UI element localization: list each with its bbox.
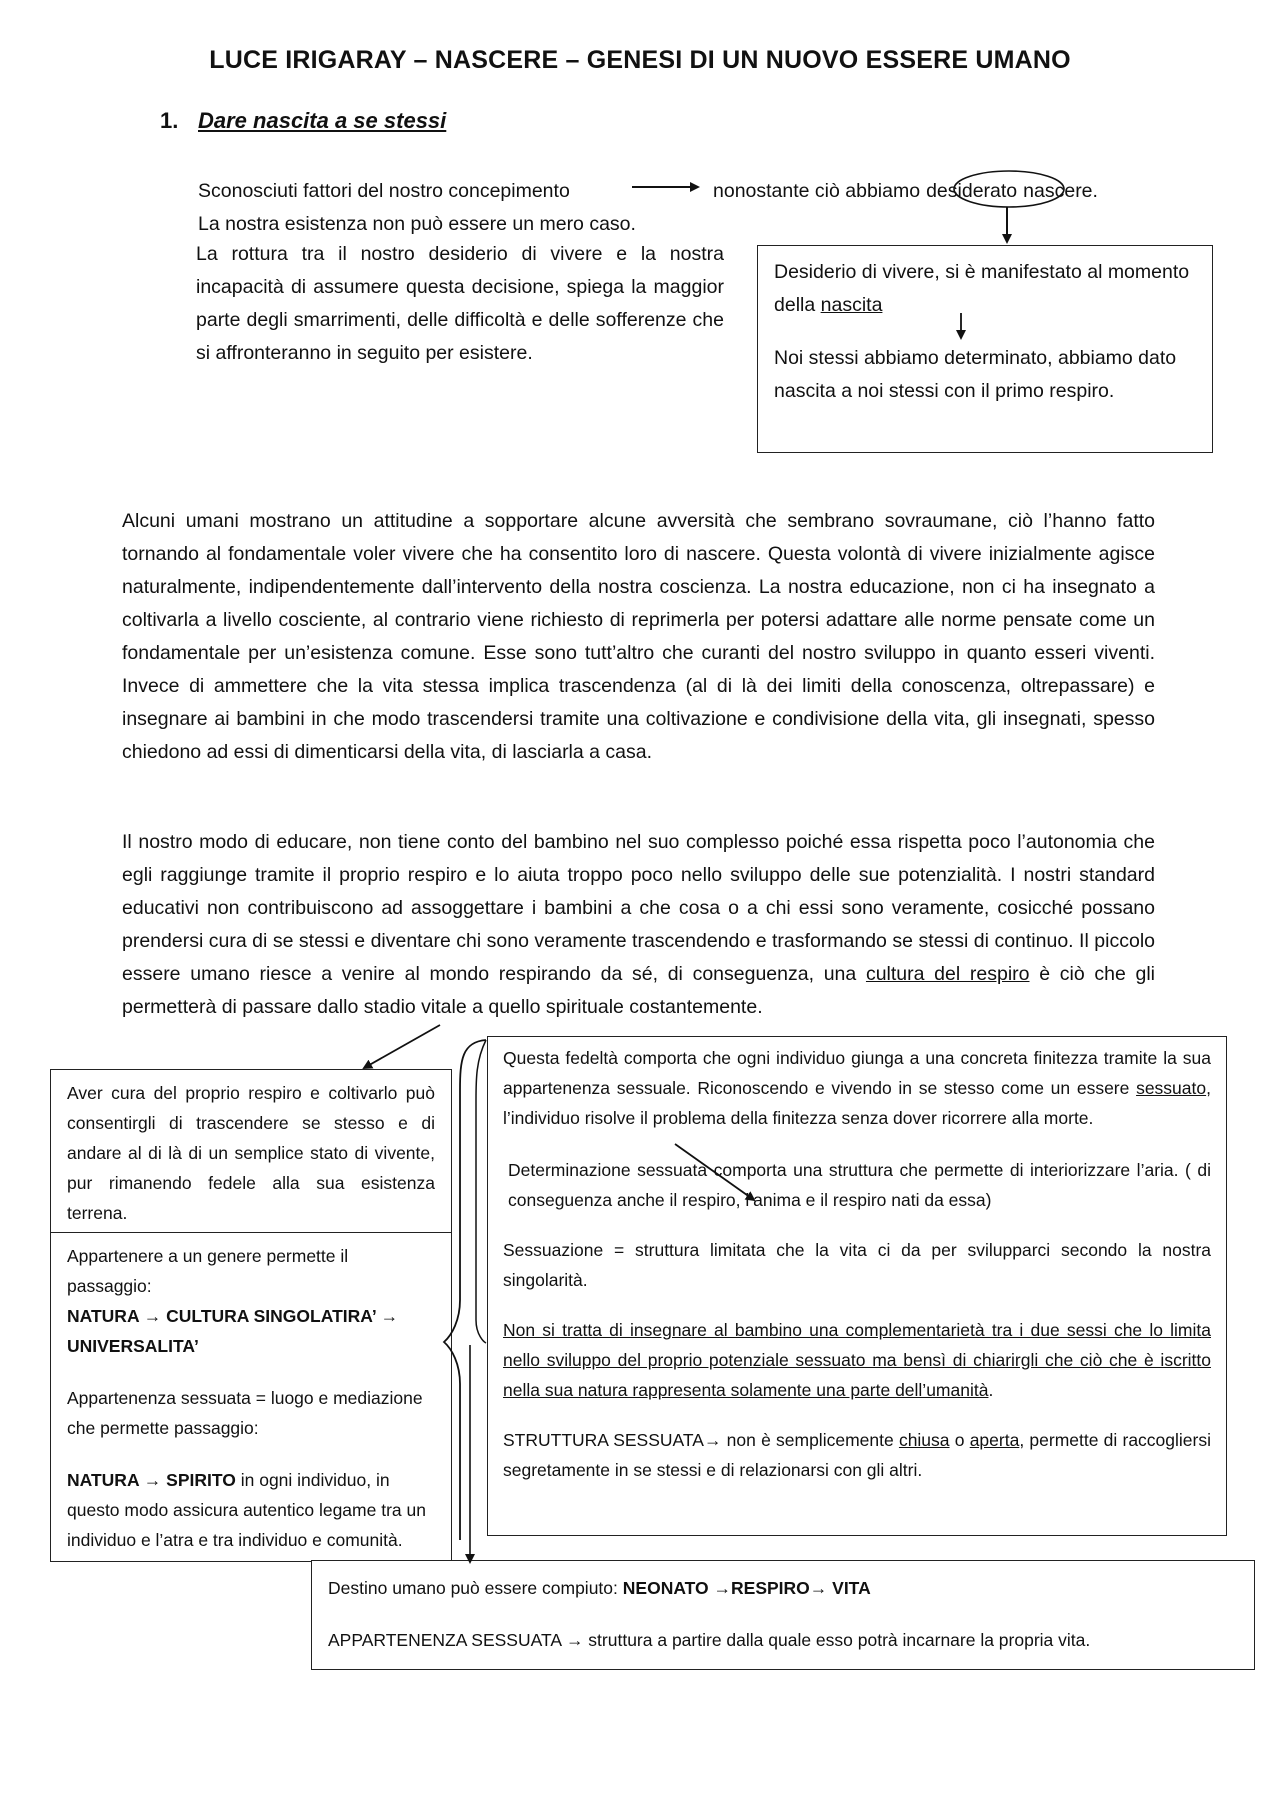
right-box-p4-post: . <box>988 1380 994 1400</box>
desiderato-word: desiderato <box>926 180 1018 202</box>
genre-box-p1-text: Appartenere a un genere permette il passaggio: <box>67 1246 349 1296</box>
bottom-box-line2: APPARTENENZA SESSUATA → struttura a partire dalla quale esso potrà incarnare la propria vita. <box>328 1630 1091 1650</box>
neonato-respiro-vita: NEONATO →RESPIRO→ VITA <box>622 1578 871 1598</box>
cultura-del-respiro: cultura del respiro <box>865 963 1030 985</box>
intro-line2: La nostra esistenza non può essere un mero caso. <box>198 213 636 235</box>
rupture-text: La rottura tra il nostro desiderio di vivere e la nostra incapacità di assumere questa decisione, spiega la maggior parte degli smarrimenti, delle difficoltà e delle sofferenze che si affronteranno in seguito per esistere. <box>196 243 724 364</box>
right-box-p5-pre: STRUTTURA SESSUATA→ non è semplicemente <box>503 1430 894 1450</box>
right-box-p1-pre: Questa fedeltà comporta che ogni individuo giunga a una concreta finitezza tramite la sua appartenenza sessuale. Riconoscendo e vivendo in se stesso come un essere <box>503 1048 1211 1098</box>
desire-box-line1-text: Desiderio di vivere, si è manifestato al momento della <box>774 261 1190 316</box>
paragraph-2-post: è ciò che gli permetterà di passare dallo stadio vitale a quello spirituale costantemente. <box>122 963 1156 1018</box>
right-box-p4-underlined: Non si tratta di insegnare al bambino una complementarietà tra i due sessi che lo limita nello sviluppo del proprio potenziale sessuato ma bensì di chiarirgli che ciò che è iscritto nella sua natura rappresenta solamente una parte dell’umanità <box>503 1320 1211 1400</box>
sessuato-word: sessuato <box>1136 1078 1207 1098</box>
right-box-p5-mid: o <box>954 1430 965 1450</box>
right-box-p2: Determinazione sessuata comporta una struttura che permette di interiorizzare l’aria. ( di conseguenza anche il respiro, l’anima e il respiro nati da essa) <box>508 1160 1211 1210</box>
nascita-word: nascita <box>820 294 883 316</box>
curly-bracket-icon <box>444 1040 486 1540</box>
page-title: LUCE IRIGARAY – NASCERE – GENESI DI UN NUOVO ESSERE UMANO <box>209 46 1071 74</box>
section-heading-text: Dare nascita a se stessi <box>198 108 447 133</box>
right-box-p3: Sessuazione = struttura limitata che la vita ci da per svilupparci secondo la nostra singolarità. <box>503 1240 1211 1290</box>
right-box-p5-post: , permette di raccogliersi segretamente in se stessi e di relazionarsi con gli altri. <box>503 1430 1211 1480</box>
circle-highlight-icon <box>954 171 1064 207</box>
desire-box-line2: Noi stessi abbiamo determinato, abbiamo dato nascita a noi stessi con il primo respiro. <box>774 347 1177 402</box>
genre-box-p3-text: in ogni individuo, in questo modo assicura autentico legame tra un individuo e l’atra e tra individuo e comunità. <box>67 1470 426 1550</box>
natura-cultura: NATURA → CULTURA SINGOLATIRA’ → UNIVERSALITA’ <box>67 1306 399 1356</box>
breath-box: Aver cura del proprio respiro e coltivarlo può consentirgli di trascendere se stesso e di andare al di là di un semplice stato di vivente, pur rimanendo fedele alla sua esistenza terrena. <box>50 1069 452 1233</box>
paragraph-2-pre: Il nostro modo di educare, non tiene conto del bambino nel suo complesso poiché essa rispetta poco l’autonomia che egli raggiunge tramite il proprio respiro e lo aiuta troppo poco nello sviluppo delle sue potenzialità. I nostri standard educativi non contribuiscono ad assoggettare i bambini a che cosa o a chi essi sono veramente, cosicché possano prendersi cura di se stessi e diventare chi sono veramente trascendendo e trasformando se stessi di continuo. Il piccolo essere umano riesce a venire al mondo respirando da sé, di conseguenza, una <box>122 831 1155 985</box>
bracket-inner-icon <box>476 1040 486 1343</box>
right-box-p1-post: , l’individuo risolve il problema della finitezza senza dover ricorrere alla morte. <box>503 1078 1211 1128</box>
aperta-word: aperta <box>969 1430 1020 1450</box>
intro-line1-right-post: nascere. <box>1023 180 1098 202</box>
section-number: 1. <box>160 108 179 133</box>
natura-spirito: NATURA → SPIRITO <box>67 1470 236 1490</box>
bottom-box-line1-pre: Destino umano può essere compiuto: <box>328 1578 618 1598</box>
arrow-diagonal-icon <box>364 1025 440 1068</box>
paragraph-1: Alcuni umani mostrano un attitudine a sopportare alcune avversità che sembrano sovraumane, ciò l’hanno fatto tornando al fondamentale voler vivere che ha consentito loro di nascere. Questa volontà di vivere inizialmente agisce naturalmente, indipendentemente dall’intervento della nostra coscienza. La nostra educazione, non ci ha insegnato a coltivarla a livello cosciente, al contrario viene richiesto di reprimerla per potersi adattare alle norme pensate come un fondamentale per un’esistenza comune. Esse sono tutt’altro che curanti del nostro sviluppo in quanto esseri viventi. Invece di ammettere che la vita stessa implica trascendenza (al di là dei limiti della conoscenza, oltrepassare) e insegnare ai bambini in che modo trascendersi tramite una coltivazione e condivisione della vita, gli insegnati, spesso chiedono ad essi di dimenticarsi della vita, di lasciarla a casa. <box>122 510 1155 763</box>
genre-box-p2: Appartenenza sessuata = luogo e mediazione che permette passaggio: <box>67 1388 423 1438</box>
intro-line1-right-pre: nonostante ciò abbiamo <box>713 180 921 202</box>
intro-line1-left: Sconosciuti fattori del nostro concepimento <box>198 180 570 202</box>
chiusa-word: chiusa <box>898 1430 950 1450</box>
arrow-diagonal-small-icon <box>675 1144 754 1200</box>
